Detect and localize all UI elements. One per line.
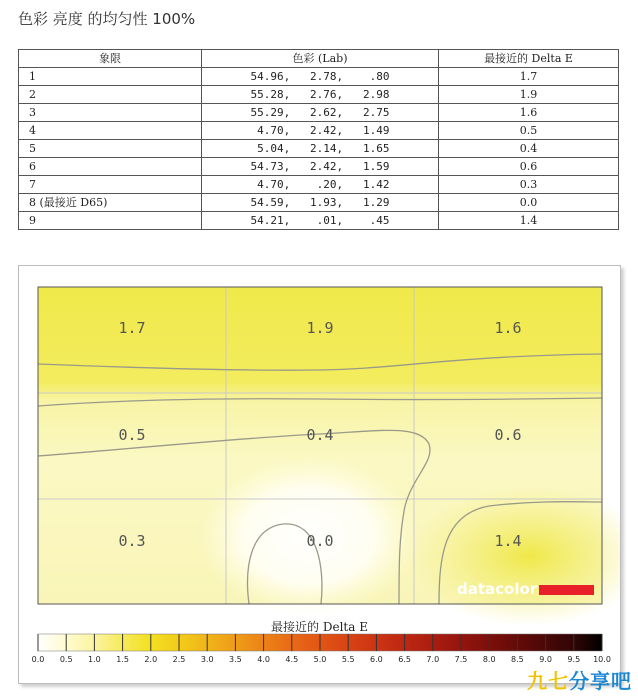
watermark (527, 665, 632, 694)
scale-tick-label: 5.0 (313, 655, 327, 664)
scale-tick-label: 6.5 (398, 655, 411, 664)
lab-table (18, 49, 619, 230)
cell-delta-e: 0.3 (439, 176, 619, 194)
table-header-row (19, 50, 619, 68)
cell-quadrant: 3 (19, 104, 202, 122)
scale-tick-label: 8.5 (511, 655, 524, 664)
cell-value-9: 1.4 (494, 532, 522, 550)
scale-tick-label: 4.0 (257, 655, 270, 664)
cell-lab: 55.29, 2.62, 2.75 (202, 104, 439, 122)
scale-tick-label: 4.5 (285, 655, 299, 664)
cell-value-7: 0.3 (118, 532, 146, 550)
cell-lab: 4.70, 2.42, 1.49 (202, 122, 439, 140)
cell-delta-e: 1.9 (439, 86, 619, 104)
scale-tick-label: 9.0 (539, 655, 552, 664)
cell-delta-e: 0.6 (439, 158, 619, 176)
cell-value-2: 1.9 (306, 319, 334, 337)
scale-tick-label: 1.0 (88, 655, 101, 664)
brand-bar (539, 585, 594, 595)
page-title: 色彩 亮度 的均匀性 100% (18, 10, 196, 28)
watermark-part-2: 分享吧 (569, 669, 632, 693)
cell-lab: 54.73, 2.42, 1.59 (202, 158, 439, 176)
legend-title: 最接近的 Delta E (271, 620, 368, 634)
scale-tick-label: 7.0 (426, 655, 440, 664)
color-scale-ticks (38, 634, 602, 651)
cell-value-1: 1.7 (118, 319, 146, 337)
cell-lab: 54.96, 2.78, .80 (202, 68, 439, 86)
scale-tick-label: 0.0 (31, 655, 45, 664)
scale-tick-label: 2.0 (144, 655, 158, 664)
cell-value-4: 0.5 (118, 426, 146, 444)
scale-tick-label: 7.5 (454, 655, 468, 664)
scale-tick-label: 1.5 (116, 655, 129, 664)
header-delta-e: 最接近的 Delta E (439, 50, 619, 68)
table-row (19, 122, 619, 140)
cell-lab: 5.04, 2.14, 1.65 (202, 140, 439, 158)
cell-delta-e: 0.0 (439, 194, 619, 212)
table-row (19, 104, 619, 122)
cell-lab: 55.28, 2.76, 2.98 (202, 86, 439, 104)
table-row (19, 176, 619, 194)
table-row (19, 212, 619, 230)
cell-lab: 54.59, 1.93, 1.29 (202, 194, 439, 212)
brand-logo: datacolor (457, 580, 538, 598)
cell-delta-e: 1.4 (439, 212, 619, 230)
scale-tick-label: 0.5 (59, 655, 73, 664)
scale-tick-label: 2.5 (172, 655, 186, 664)
uniformity-chart-panel (18, 265, 621, 684)
cell-quadrant: 6 (19, 158, 202, 176)
watermark-part-1: 九七 (527, 669, 569, 693)
scale-tick-label: 9.5 (567, 655, 581, 664)
cell-value-3: 1.6 (494, 319, 522, 337)
table-row (19, 86, 619, 104)
table-row (19, 140, 619, 158)
cell-lab: 54.21, .01, .45 (202, 212, 439, 230)
table-row (19, 194, 619, 212)
scale-tick-label: 3.5 (229, 655, 242, 664)
cell-quadrant: 4 (19, 122, 202, 140)
scale-tick-label: 8.0 (482, 655, 496, 664)
cell-quadrant: 2 (19, 86, 202, 104)
table-row (19, 158, 619, 176)
scale-tick-label: 3.0 (200, 655, 214, 664)
cell-delta-e: 1.6 (439, 104, 619, 122)
cell-quadrant: 7 (19, 176, 202, 194)
cell-quadrant: 1 (19, 68, 202, 86)
cell-delta-e: 1.7 (439, 68, 619, 86)
cell-quadrant: 5 (19, 140, 202, 158)
cell-quadrant: 8 (最接近 D65) (19, 194, 202, 212)
cell-value-6: 0.6 (494, 426, 522, 444)
cell-delta-e: 0.4 (439, 140, 619, 158)
cell-value-5: 0.4 (306, 426, 334, 444)
cell-quadrant: 9 (19, 212, 202, 230)
header-quadrant: 象限 (19, 50, 202, 68)
cell-lab: 4.70, .20, 1.42 (202, 176, 439, 194)
scale-tick-label: 5.5 (341, 655, 355, 664)
cell-value-8: 0.0 (306, 532, 334, 550)
scale-tick-label: 10.0 (593, 655, 611, 664)
header-lab: 色彩 (Lab) (202, 50, 439, 68)
table-row (19, 68, 619, 86)
scale-tick-label: 6.0 (370, 655, 383, 664)
cell-delta-e: 0.5 (439, 122, 619, 140)
